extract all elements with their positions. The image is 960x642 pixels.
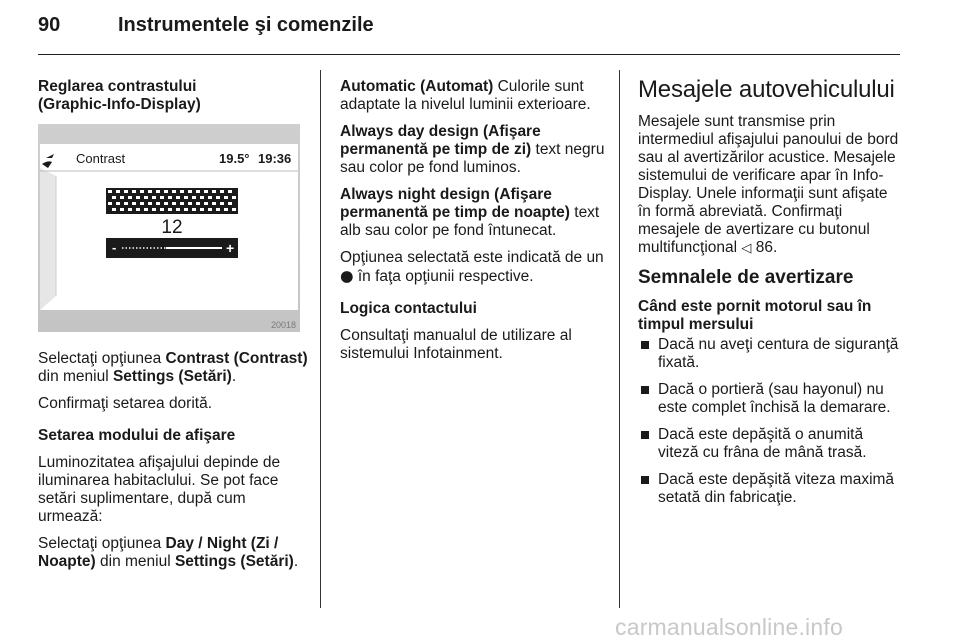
page-reference: 86. bbox=[751, 239, 778, 256]
column-divider-2 bbox=[619, 70, 620, 608]
text-fragment: text alb sau color pe fond întunecat. bbox=[340, 204, 600, 239]
bullet-square-icon bbox=[641, 431, 649, 439]
list-item bbox=[638, 471, 904, 507]
text-fragment: din meniul bbox=[38, 368, 113, 385]
text-fragment: din meniul bbox=[95, 553, 175, 570]
screen-left-bevel bbox=[40, 168, 56, 310]
list-item-text: Dacă este depăşită o anumită viteză cu frâna de mână trasă. bbox=[658, 426, 867, 461]
selected-option-paragraph bbox=[340, 249, 608, 286]
display-figure bbox=[38, 124, 300, 332]
ignition-logic-paragraph: Consultaţi manualul de utilizare al sistemului Infotainment. bbox=[340, 327, 572, 362]
engine-running-heading: Când este pornit motorul sau în timpul mersului bbox=[638, 298, 872, 333]
contrast-slider bbox=[106, 238, 238, 258]
bullet-square-icon bbox=[641, 386, 649, 394]
menu-settings: Settings (Setări) bbox=[112, 368, 232, 385]
column-3 bbox=[638, 76, 904, 516]
text-fragment: Opţiunea selectată este indicată de un bbox=[340, 249, 604, 266]
menu-settings: Settings (Setări) bbox=[174, 553, 294, 570]
watermark: carmanualsonline.info bbox=[615, 614, 843, 640]
display-mode-paragraph: Luminozitatea afişajului depinde de iluminarea habitaclului. Se pot face setări suplimentare, după cum urmează: bbox=[38, 454, 281, 525]
display-screen-illustration bbox=[38, 124, 300, 332]
contrast-heading-line1: Reglarea contrastului bbox=[38, 78, 197, 95]
day-design-paragraph bbox=[340, 123, 608, 177]
contrast-heading-line2: (Graphic-Info-Display) bbox=[38, 96, 201, 113]
list-item bbox=[638, 381, 904, 417]
vehicle-messages-title: Mesajele autovehiculului bbox=[638, 76, 895, 103]
text-fragment: în faţa opţiunii respective. bbox=[353, 268, 534, 285]
list-item-text: Dacă nu aveţi centura de siguranţă fixată. bbox=[658, 336, 899, 371]
list-item-text: Dacă o portieră (sau hayonul) nu este complet închisă la demarare. bbox=[658, 381, 891, 416]
figure-code: 20018 bbox=[270, 320, 296, 330]
column-1-body bbox=[38, 350, 310, 580]
automatic-paragraph bbox=[340, 78, 608, 114]
column-1 bbox=[38, 78, 308, 123]
select-day-night-paragraph bbox=[38, 535, 310, 571]
menu-option-contrast: Contrast (Contrast) bbox=[165, 350, 308, 367]
column-2 bbox=[340, 78, 608, 372]
page-reference-arrow-icon: ◁ bbox=[741, 241, 752, 256]
page-header-title: Instrumentele şi comenzile bbox=[118, 14, 374, 36]
bullet-square-icon bbox=[641, 341, 649, 349]
bullet-square-icon bbox=[641, 476, 649, 484]
option-day-design: Always day design (Afişare permanentă pe timp de zi) bbox=[340, 123, 541, 158]
vehicle-messages-intro bbox=[638, 113, 904, 258]
warning-signals-heading: Semnalele de avertizare bbox=[638, 267, 854, 288]
text-fragment: text negru sau color pe fond luminos. bbox=[340, 141, 605, 176]
screen-title: Contrast bbox=[76, 151, 126, 166]
text-fragment: Culorile sunt adaptate la nivelul luminii exterioare. bbox=[340, 78, 591, 113]
column-divider-1 bbox=[320, 70, 321, 608]
page-number: 90 bbox=[38, 14, 61, 36]
text-fragment: Selectaţi opţiunea bbox=[38, 350, 166, 367]
slider-plus: + bbox=[226, 240, 235, 256]
slider-minus: - bbox=[112, 240, 117, 255]
menu-option-day-night: Day / Night (Zi / Noapte) bbox=[38, 535, 279, 570]
select-contrast-paragraph bbox=[38, 350, 310, 386]
contrast-heading bbox=[38, 78, 308, 114]
list-item bbox=[638, 426, 904, 462]
list-item-text: Dacă este depăşită viteza maximă setată din fabricaţie. bbox=[658, 471, 895, 506]
header-rule bbox=[38, 54, 900, 55]
option-automatic: Automatic (Automat) bbox=[340, 78, 494, 95]
warning-conditions-list bbox=[638, 336, 904, 507]
text-fragment: . bbox=[231, 368, 237, 385]
list-item bbox=[638, 336, 904, 372]
option-night-design: Always night design (Afişare permanentă pe timp de noapte) bbox=[340, 186, 570, 221]
text-fragment: Selectaţi opţiunea bbox=[38, 535, 166, 552]
screen-time: 19:36 bbox=[258, 151, 292, 166]
selected-dot-icon: ● bbox=[340, 267, 354, 285]
screen-temperature: 19.5° bbox=[219, 151, 250, 166]
confirm-paragraph: Confirmaţi setarea dorită. bbox=[38, 395, 213, 412]
contrast-value: 12 bbox=[161, 217, 183, 238]
text-fragment: . bbox=[293, 553, 299, 570]
text-fragment: Mesajele sunt transmise prin intermediul afişajului panoului de bord sau al avertizărilor acustice. Mesajele sistemului de verificare apar în Info-Display. Unele informaţii sunt afişate în formă abreviată. Confirmaţi mesajele de avertizare cu butonul multifuncţional bbox=[638, 113, 899, 256]
night-design-paragraph bbox=[340, 186, 608, 240]
contrast-checker-pattern bbox=[106, 188, 238, 214]
display-mode-heading: Setarea modului de afişare bbox=[38, 427, 236, 444]
ignition-logic-heading: Logica contactului bbox=[340, 300, 477, 317]
